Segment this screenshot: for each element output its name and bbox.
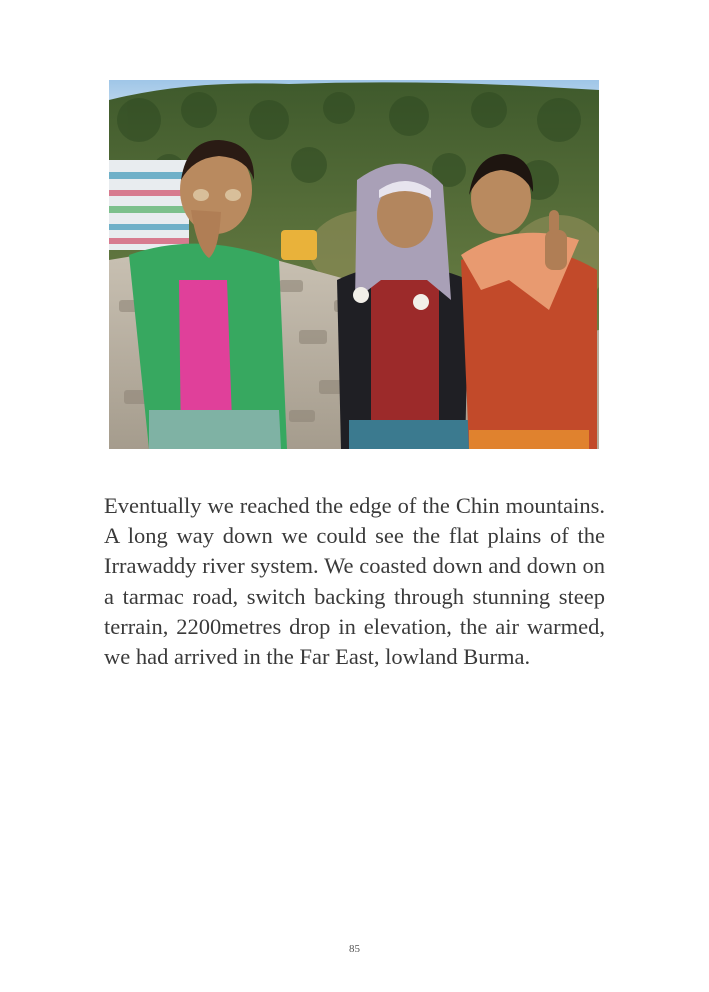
page-number: 85 [349, 943, 360, 955]
photo-illustration [109, 80, 599, 449]
three-women-photo [109, 80, 599, 449]
body-paragraph: Eventually we reached the edge of the Chin mountains. A long way down we could see the flat plains of the Irrawaddy river system. We coasted down and down on a tarmac road, switch backing through stunning steep terrain, 2200metres drop in elevation, the air warmed, we had arrived in the Far East, lowland Burma. [104, 493, 605, 670]
